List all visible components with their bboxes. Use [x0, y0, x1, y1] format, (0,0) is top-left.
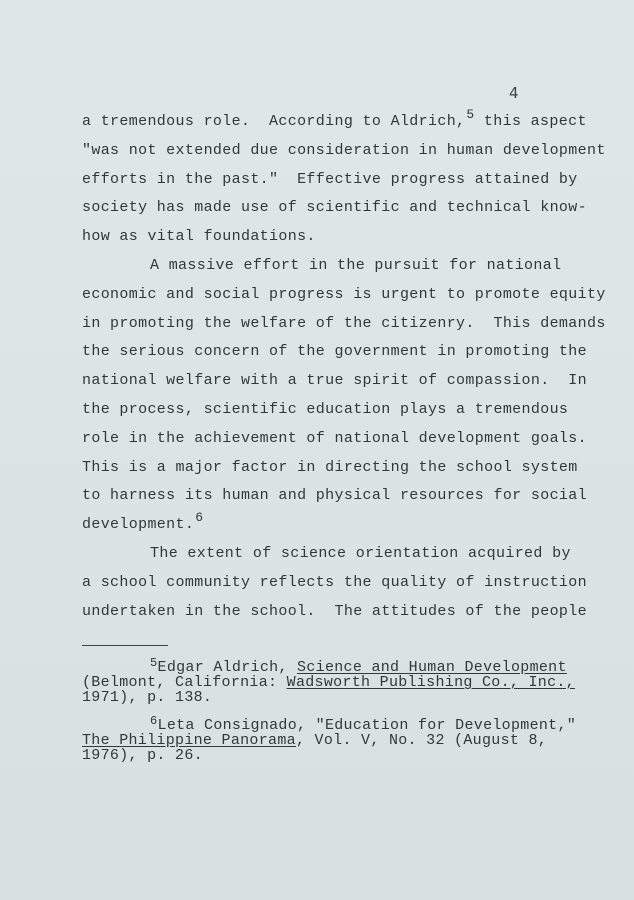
- paragraph-3-line-1: The extent of science orientation acquired by: [150, 544, 571, 562]
- footnote-5-number: 5: [150, 656, 158, 670]
- paragraph-2-line-9: to harness its human and physical resources for social: [82, 487, 587, 505]
- paragraph-2-line-10: [82, 511, 582, 540]
- footnote-6-volume: , Vol. V, No. 32 (August 8,: [295, 732, 548, 749]
- footnote-5-place: (Belmont, California:: [82, 674, 287, 691]
- footnote-separator: [82, 645, 168, 646]
- paragraph-3-line-2: a school community reflects the quality of instruction: [82, 573, 587, 591]
- paragraph-2-line-10-text: development.: [82, 516, 195, 534]
- paragraph-1-line-4: society has made use of scientific and technical know-: [82, 199, 587, 217]
- footnote-5-line-2: [82, 675, 582, 690]
- paragraph-1-line-1-text: a tremendous role. According to Aldrich,: [82, 113, 466, 130]
- paragraph-2-line-4: the serious concern of the government in promoting the: [82, 343, 587, 361]
- paragraph-1-line-2: "was not extended due consideration in human development: [82, 141, 606, 159]
- body-text: [82, 107, 606, 626]
- paragraph-1-line-1-tail: this aspect: [474, 113, 587, 130]
- footnote-6-line-2: [82, 733, 582, 748]
- footnote-6-author-title: Leta Consignado, "Education for Development,": [157, 717, 577, 734]
- footnote-reference-5: 5: [466, 107, 475, 122]
- footnote-6-number: 6: [150, 714, 158, 728]
- paragraph-1-line-5: how as vital foundations.: [82, 228, 316, 246]
- footnote-6-line-1: [82, 714, 582, 734]
- footnote-6-publication: The Philippine Panorama: [82, 732, 296, 749]
- paragraph-1-line-1: [82, 107, 587, 137]
- footnotes: [82, 656, 582, 764]
- footnote-5-title: Science and Human Development: [297, 659, 567, 676]
- footnote-5-author: Edgar Aldrich,: [157, 659, 298, 676]
- footnote-reference-6: 6: [195, 510, 204, 526]
- paragraph-2-line-7: role in the achievement of national development goals.: [82, 429, 587, 447]
- page-number: 4: [509, 84, 519, 102]
- paragraph-2-line-1: A massive effort in the pursuit for national: [150, 256, 562, 274]
- paragraph-3-line-3: undertaken in the school. The attitudes of the people: [82, 602, 587, 620]
- footnote-6-line-3: 1976), p. 26.: [82, 747, 203, 764]
- paragraph-2-line-6: the process, scientific education plays a tremendous: [82, 400, 569, 418]
- paragraph-2-line-8: This is a major factor in directing the school system: [82, 458, 578, 476]
- footnote-5-line-3: 1971), p. 138.: [82, 689, 213, 706]
- paragraph-2-line-5: national welfare with a true spirit of compassion. In: [82, 372, 587, 390]
- footnote-5-publisher: Wadsworth Publishing Co., Inc.,: [286, 674, 575, 691]
- paragraph-2-line-3: in promoting the welfare of the citizenry. This demands: [82, 314, 606, 332]
- paragraph-1-line-3: efforts in the past." Effective progress attained by: [82, 170, 578, 188]
- paragraph-2-line-2: economic and social progress is urgent to promote equity: [82, 285, 606, 303]
- footnote-5-line-1: [82, 656, 582, 676]
